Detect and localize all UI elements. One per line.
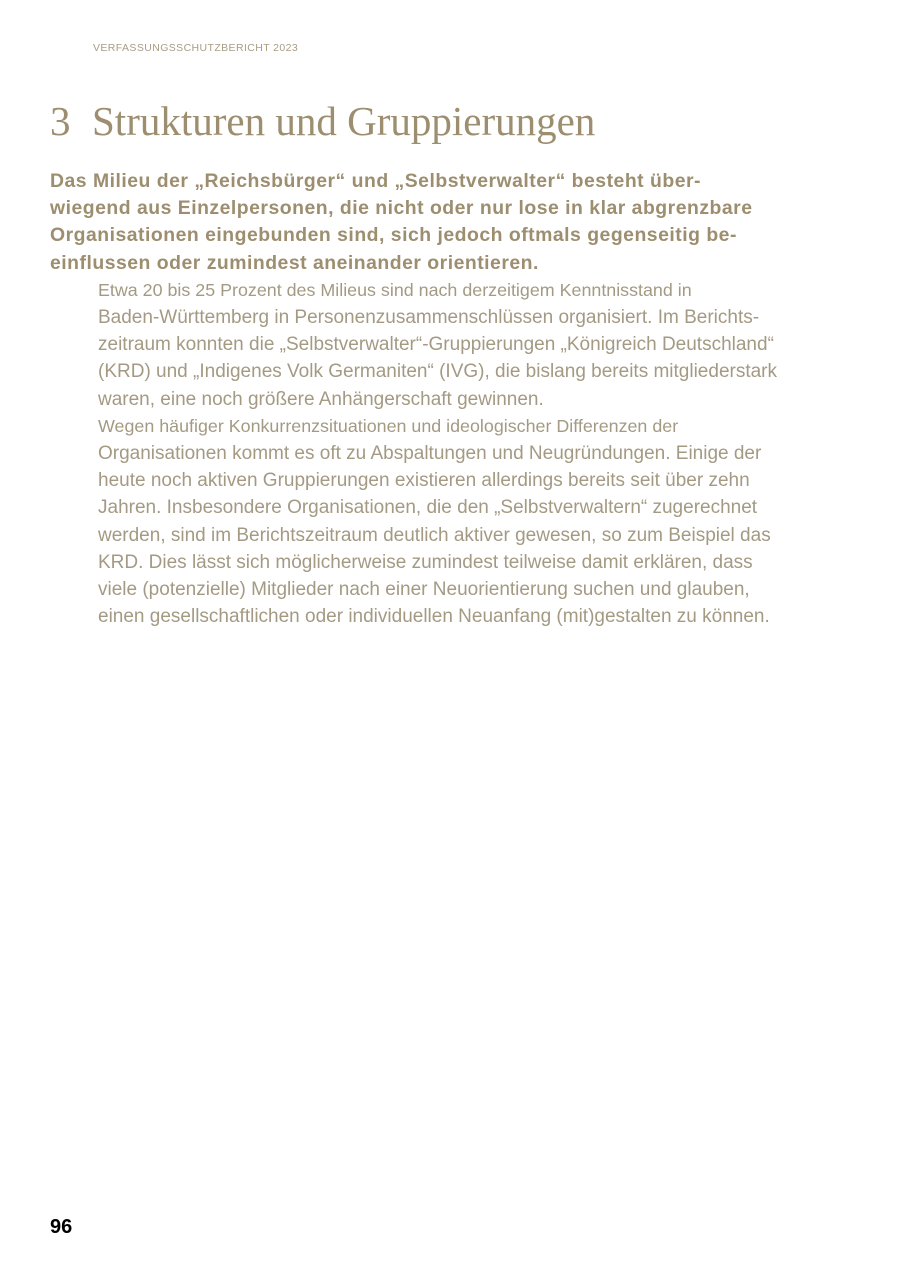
paragraph-line: waren, eine noch größere Anhängerschaft gewinnen.: [98, 388, 544, 410]
paragraph-line: Organisationen kommt es oft zu Abspaltungen und Neugründungen. Einige der: [98, 443, 762, 465]
lead-line: wiegend aus Einzelpersonen, die nicht oder nur lose in klar abgrenzbare: [50, 197, 753, 220]
paragraph-line: zeitraum konnten die „Selbstverwalter“-Gruppierungen „Königreich Deutschland“: [98, 334, 774, 356]
paragraph-line: Jahren. Insbesondere Organisationen, die den „Selbstverwaltern“ zugerechnet: [98, 497, 758, 519]
lead-line: einflussen oder zumindest aneinander orientieren.: [50, 251, 539, 274]
paragraph-line: einen gesellschaftlichen oder individuellen Neuanfang (mit)gestalten zu können.: [98, 606, 770, 628]
body-paragraph-1: [50, 277, 850, 413]
paragraph-line: werden, sind im Berichtszeitraum deutlich aktiver gewesen, so zum Beispiel das: [98, 524, 771, 546]
paragraph-line: viele (potenzielle) Mitglieder nach einer Neuorientierung suchen und glauben,: [98, 579, 750, 601]
section-content: [50, 168, 850, 630]
section-heading: [50, 98, 595, 144]
section-title: Strukturen und Gruppierungen: [92, 98, 596, 144]
running-header: VERFASSUNGSSCHUTZBERICHT 2023: [93, 42, 299, 54]
body-paragraph-2: [50, 413, 850, 631]
paragraph-line: heute noch aktiven Gruppierungen existieren allerdings bereits seit über zehn: [98, 470, 750, 492]
lead-line: Das Milieu der „Reichsbürger“ und „Selbstverwalter“ besteht über-: [50, 170, 701, 192]
lead-line: Organisationen eingebunden sind, sich jedoch oftmals gegenseitig be-: [50, 224, 737, 247]
page-number: 96: [50, 1216, 73, 1238]
section-number: 3: [50, 98, 71, 144]
paragraph-line: Wegen häufiger Konkurrenzsituationen und ideologischer Differenzen der: [98, 415, 679, 436]
lead-paragraph: [50, 168, 850, 277]
paragraph-line: Etwa 20 bis 25 Prozent des Milieus sind nach derzeitigem Kenntnisstand in: [98, 279, 692, 300]
paragraph-line: KRD. Dies lässt sich möglicherweise zumindest teilweise damit erklären, dass: [98, 551, 753, 573]
paragraph-line: (KRD) und „Indigenes Volk Germaniten“ (IVG), die bislang bereits mitgliederstark: [98, 361, 778, 383]
paragraph-line: Baden-Württemberg in Personenzusammenschlüssen organisiert. Im Berichts-: [98, 307, 760, 329]
